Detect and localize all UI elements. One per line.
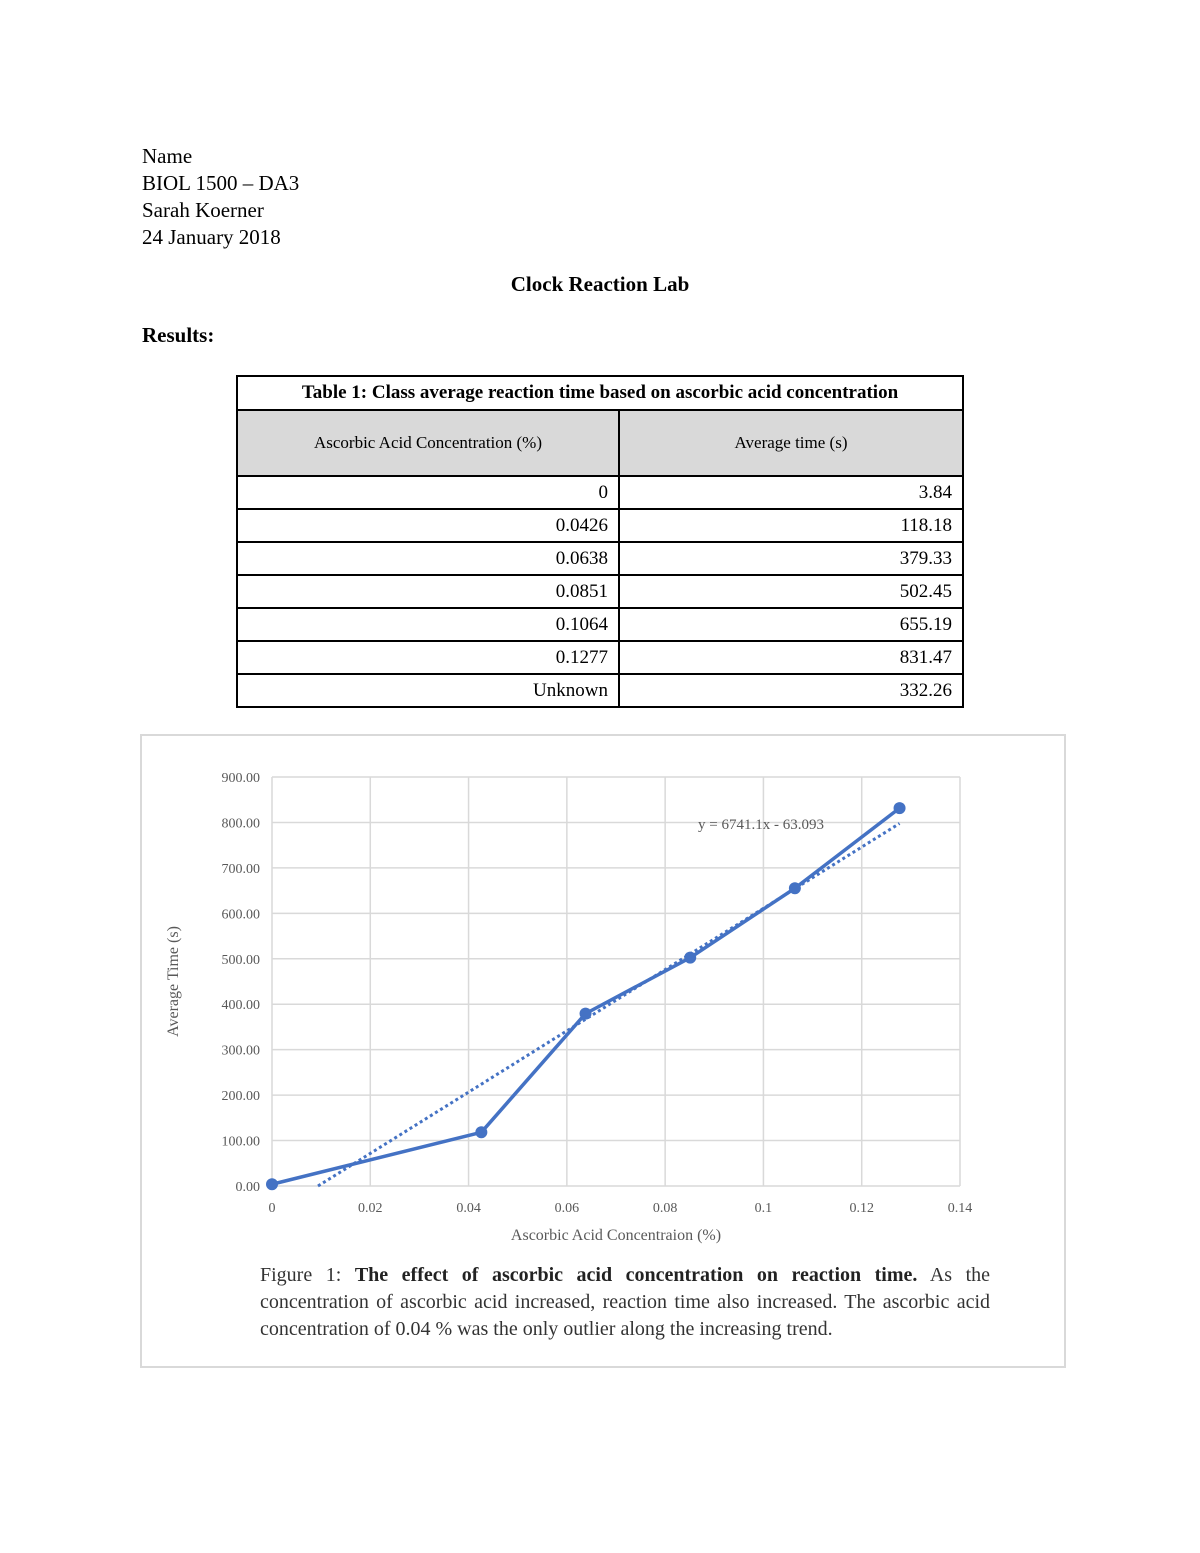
- table-row: [237, 641, 963, 674]
- cell-time: 332.26: [619, 674, 963, 707]
- column-header-time: Average time (s): [619, 410, 963, 476]
- y-tick-label: 300.00: [221, 1043, 260, 1059]
- cell-time: 502.45: [619, 575, 963, 608]
- cell-concentration: 0: [237, 476, 619, 509]
- x-tick-label: 0.08: [652, 1201, 678, 1216]
- student-name: Name: [142, 144, 193, 168]
- x-tick-label: 0.1: [754, 1201, 773, 1216]
- y-tick-label: 100.00: [221, 1134, 260, 1150]
- results-table: [236, 375, 964, 708]
- cell-time: 655.19: [619, 608, 963, 641]
- x-tick-label: 0.06: [554, 1201, 580, 1216]
- table-row: [237, 608, 963, 641]
- x-tick-label: 0.02: [358, 1201, 383, 1216]
- data-point: [580, 1008, 592, 1020]
- header-block: [142, 143, 299, 251]
- figure-caption: [260, 1262, 990, 1343]
- trendline-equation: y = 6741.1x - 63.093: [698, 817, 824, 833]
- cell-concentration: 0.0426: [237, 509, 619, 542]
- x-tick-label: 0.12: [849, 1201, 874, 1216]
- y-tick-label: 800.00: [221, 816, 260, 832]
- cell-concentration: Unknown: [237, 674, 619, 707]
- data-point: [894, 802, 906, 814]
- cell-time: 3.84: [619, 476, 963, 509]
- table-row: [237, 476, 963, 509]
- cell-time: 379.33: [619, 542, 963, 575]
- figure-caption-bold: The effect of ascorbic acid concentration on reaction time.: [354, 1264, 918, 1286]
- x-axis-title: Ascorbic Acid Concentraion (%): [510, 1227, 722, 1244]
- figure-caption-text: As the concentration of ascorbic acid increased, reaction time also increased. The ascorbic acid concentration of 0.04 % was the only outlier along the increasing trend.: [260, 1264, 990, 1340]
- cell-time: 831.47: [619, 641, 963, 674]
- data-point: [684, 952, 696, 964]
- scatter-chart: [142, 736, 1064, 1256]
- data-point: [789, 882, 801, 894]
- table-caption: Table 1: Class average reaction time based on ascorbic acid concentration: [237, 376, 963, 410]
- y-tick-label: 900.00: [221, 771, 260, 786]
- figure-caption-label: Figure 1:: [260, 1264, 342, 1286]
- column-header-concentration: Ascorbic Acid Concentration (%): [237, 410, 619, 476]
- y-tick-label: 0.00: [235, 1180, 260, 1195]
- y-tick-label: 700.00: [221, 861, 260, 877]
- data-point: [475, 1126, 487, 1138]
- y-axis-title: Average Time (s): [165, 926, 182, 1037]
- figure-box: [140, 734, 1066, 1368]
- cell-concentration: 0.0638: [237, 542, 619, 575]
- cell-time: 118.18: [619, 509, 963, 542]
- results-heading: Results:: [142, 323, 215, 347]
- y-tick-label: 600.00: [221, 907, 260, 923]
- table-row: [237, 542, 963, 575]
- table-row: [237, 674, 963, 707]
- x-tick-label: 0.14: [947, 1201, 973, 1216]
- series-line: [272, 808, 900, 1184]
- cell-concentration: 0.0851: [237, 575, 619, 608]
- cell-concentration: 0.1064: [237, 608, 619, 641]
- y-tick-label: 200.00: [221, 1089, 260, 1105]
- table-row: [237, 509, 963, 542]
- data-point: [266, 1178, 278, 1190]
- y-tick-label: 400.00: [221, 998, 260, 1014]
- cell-concentration: 0.1277: [237, 641, 619, 674]
- x-tick-label: 0: [268, 1201, 276, 1216]
- x-tick-label: 0.04: [456, 1201, 481, 1216]
- course-code: BIOL 1500 – DA3: [142, 171, 300, 195]
- instructor-name: Sarah Koerner: [142, 198, 264, 222]
- document-title: Clock Reaction Lab: [510, 272, 690, 296]
- table-row: [237, 575, 963, 608]
- report-date: 24 January 2018: [142, 225, 281, 249]
- y-tick-label: 500.00: [221, 952, 260, 968]
